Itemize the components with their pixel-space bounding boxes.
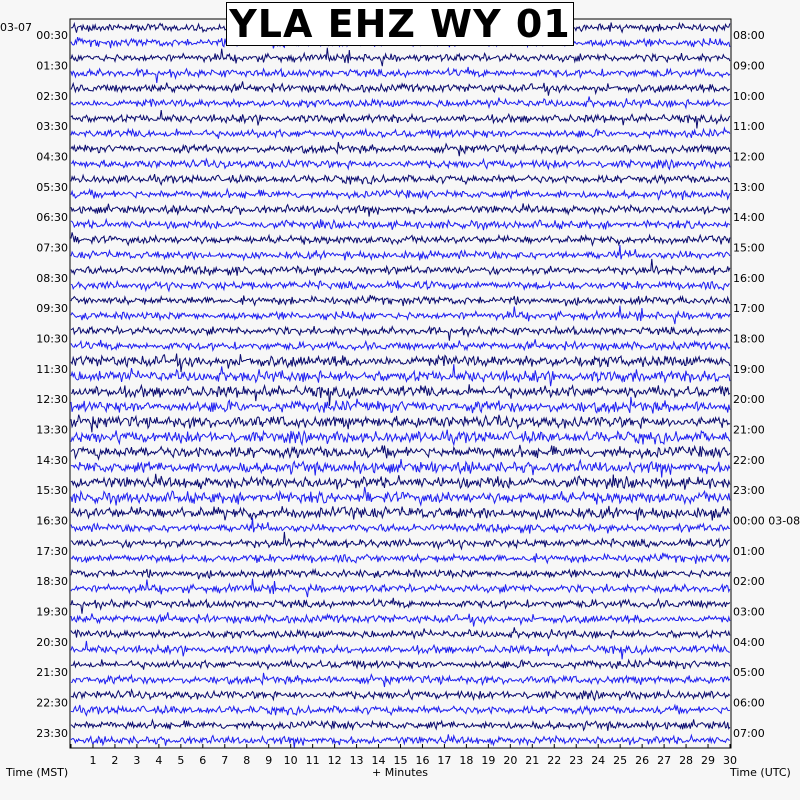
left-time-label: 08:30	[36, 271, 68, 285]
seismic-trace	[71, 415, 730, 433]
seismic-trace	[71, 598, 730, 614]
left-time-label: 09:30	[36, 302, 68, 316]
right-time-label: 06:00	[733, 696, 765, 710]
right-time-label: 08:00	[733, 29, 765, 43]
seismic-trace	[71, 174, 730, 185]
x-tick-label: 19	[481, 754, 496, 767]
seismic-trace	[71, 705, 730, 715]
seismic-trace	[71, 259, 730, 276]
x-tick-label: 1	[89, 754, 97, 767]
left-time-label: 12:30	[36, 393, 68, 407]
x-tick-label: 25	[613, 754, 628, 767]
seismic-trace	[71, 48, 730, 66]
seismic-trace	[71, 430, 730, 445]
seismic-trace	[71, 487, 730, 506]
left-time-label: 00:30	[36, 29, 68, 43]
right-time-label: 16:00	[733, 271, 765, 285]
x-tick-label: 12	[327, 754, 342, 767]
right-time-label: 09:00	[733, 59, 765, 73]
x-tick-label: 24	[591, 754, 606, 767]
seismic-trace	[71, 518, 730, 533]
x-tick-label: 23	[569, 754, 584, 767]
right-time-label: 12:00	[733, 150, 765, 164]
left-time-label: 03:30	[36, 120, 68, 134]
right-time-label: 18:00	[733, 332, 765, 346]
left-time-label: 05:30	[36, 180, 68, 194]
right-time-label: 10:00	[733, 89, 765, 103]
right-time-labels	[733, 29, 800, 740]
seismic-trace	[71, 142, 730, 156]
x-tick-label: 21	[525, 754, 540, 767]
x-tick-label: 27	[657, 754, 672, 767]
seismic-trace	[71, 641, 730, 659]
left-time-label: 23:30	[36, 726, 68, 740]
seismic-trace	[71, 203, 730, 216]
left-time-label: 02:30	[36, 89, 68, 103]
x-tick-label: 13	[349, 754, 364, 767]
right-time-label: 19:00	[733, 362, 765, 376]
left-time-label: 22:30	[36, 696, 68, 710]
left-time-label: 04:30	[36, 150, 68, 164]
right-time-label: 21:00	[733, 423, 765, 437]
right-time-label: 23:00	[733, 484, 765, 498]
x-tick-label: 16	[415, 754, 430, 767]
left-start-date: 03-07	[0, 21, 32, 34]
seismic-trace	[71, 506, 730, 521]
seismic-traces	[71, 19, 730, 748]
seismic-trace	[71, 232, 730, 245]
x-axis-label: + Minutes	[372, 766, 429, 779]
x-tick-label: 11	[305, 754, 320, 767]
seismic-trace	[71, 690, 730, 700]
left-time-label: 21:30	[36, 666, 68, 680]
seismic-trace	[71, 295, 730, 306]
x-tick-label: 22	[547, 754, 562, 767]
seismic-trace	[71, 553, 730, 564]
x-tick-label: 9	[265, 754, 273, 767]
x-tick-label: 26	[635, 754, 650, 767]
x-tick-label: 10	[283, 754, 298, 767]
left-time-labels	[36, 29, 68, 740]
seismic-trace	[71, 326, 730, 341]
seismic-trace	[71, 459, 730, 478]
minute-grid	[71, 744, 730, 748]
x-tick-label: 17	[437, 754, 452, 767]
seismic-trace	[71, 719, 730, 730]
x-tick-label: 6	[199, 754, 207, 767]
seismic-trace	[71, 67, 730, 83]
seismic-trace	[71, 364, 730, 386]
seismic-trace	[71, 306, 730, 324]
seismic-trace	[71, 81, 730, 95]
station-title: YLA EHZ WY 01	[226, 2, 574, 46]
seismic-trace	[71, 579, 730, 597]
plot-frame	[70, 19, 731, 748]
seismic-trace	[71, 281, 730, 291]
left-time-label: 14:30	[36, 453, 68, 467]
seismic-trace	[71, 97, 730, 108]
seismic-trace	[71, 659, 730, 670]
x-tick-label: 30	[723, 754, 737, 767]
x-tick-label: 4	[155, 754, 163, 767]
left-time-label: 01:30	[36, 59, 68, 73]
left-time-label: 19:30	[36, 605, 68, 619]
x-tick-label: 28	[679, 754, 694, 767]
left-time-label: 13:30	[36, 423, 68, 437]
right-time-label: 14:00	[733, 211, 765, 225]
seismic-trace	[71, 397, 730, 414]
x-tick-label: 29	[701, 754, 716, 767]
seismic-trace	[71, 128, 730, 139]
x-tick-label: 7	[221, 754, 229, 767]
x-tick-label: 15	[393, 754, 408, 767]
right-time-label: 02:00	[733, 575, 765, 589]
left-time-label: 15:30	[36, 484, 68, 498]
seismic-trace	[71, 673, 730, 687]
seismic-trace	[71, 189, 730, 200]
right-time-label: 01:00	[733, 544, 765, 558]
left-time-label: 18:30	[36, 575, 68, 589]
x-tick-label: 5	[177, 754, 185, 767]
left-time-label: 10:30	[36, 332, 68, 346]
left-time-label: 17:30	[36, 544, 68, 558]
right-time-label: 05:00	[733, 666, 765, 680]
left-time-label: 07:30	[36, 241, 68, 255]
seismic-trace	[71, 245, 730, 260]
right-time-label: 00:00 03-08	[733, 514, 800, 528]
seismic-trace	[71, 569, 730, 579]
right-time-label: 22:00	[733, 453, 765, 467]
left-axis-label: Time (MST)	[6, 766, 69, 779]
seismic-trace	[71, 339, 730, 350]
x-tick-label: 18	[459, 754, 474, 767]
seismic-trace	[71, 354, 730, 372]
left-time-label: 20:30	[36, 635, 68, 649]
right-time-label: 03:00	[733, 605, 765, 619]
x-tick-label: 2	[111, 754, 119, 767]
right-time-label: 07:00	[733, 726, 765, 740]
x-tick-label: 20	[503, 754, 518, 767]
left-time-label: 11:30	[36, 362, 68, 376]
seismic-trace	[71, 612, 730, 626]
left-time-label: 06:30	[36, 211, 68, 225]
x-tick-label: 14	[371, 754, 386, 767]
x-tick-label: 8	[243, 754, 251, 767]
x-tick-label: 3	[133, 754, 141, 767]
left-time-label: 16:30	[36, 514, 68, 528]
seismic-trace	[71, 110, 730, 128]
right-time-label: 04:00	[733, 635, 765, 649]
right-time-label: 13:00	[733, 180, 765, 194]
seismic-trace	[71, 445, 730, 459]
seismic-trace	[71, 474, 730, 490]
seismic-trace	[71, 532, 730, 549]
right-time-label: 11:00	[733, 120, 765, 134]
seismic-trace	[71, 627, 730, 638]
right-time-label: 20:00	[733, 393, 765, 407]
right-axis-label: Time (UTC)	[730, 766, 791, 779]
right-time-label: 17:00	[733, 302, 765, 316]
seismic-trace	[71, 219, 730, 230]
right-time-label: 15:00	[733, 241, 765, 255]
seismic-trace	[71, 159, 730, 169]
